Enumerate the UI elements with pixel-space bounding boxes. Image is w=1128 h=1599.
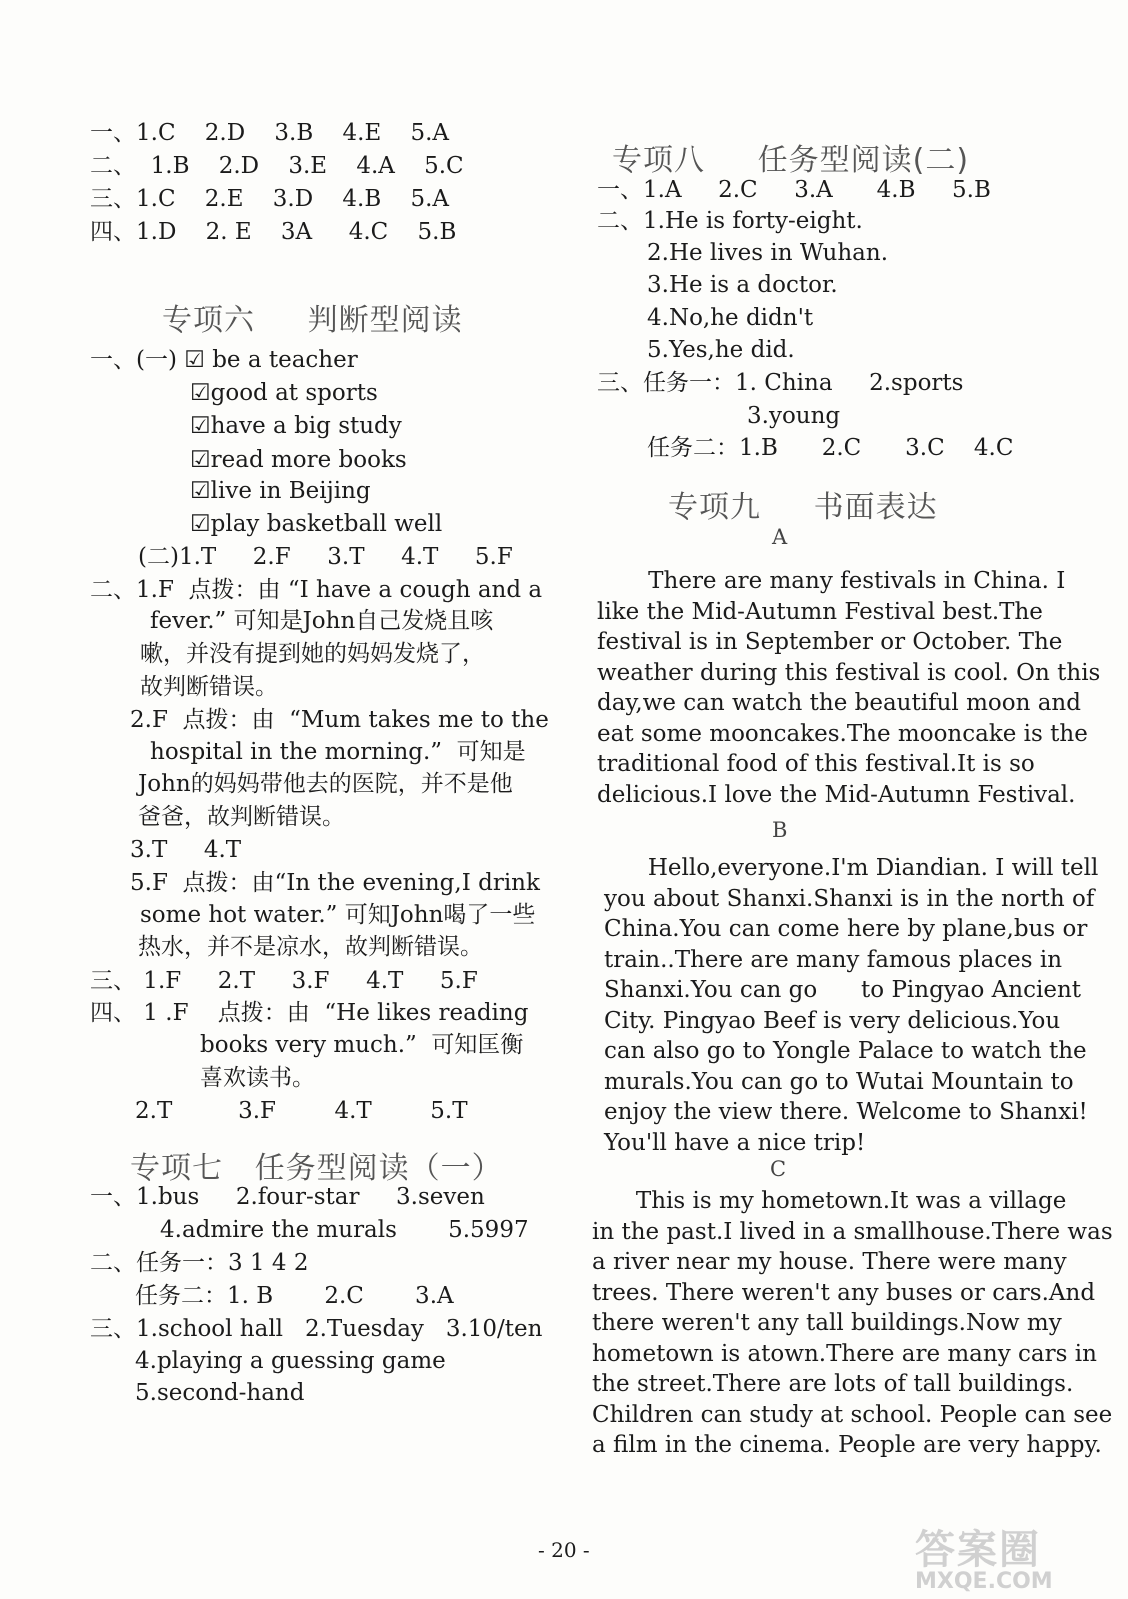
checklist-item: ☑play basketball well: [190, 511, 443, 537]
essay-line: a river near my house. There were many: [592, 1249, 1067, 1275]
explanation-line: 喜欢读书。: [200, 1065, 315, 1091]
answer-line: 一、1.C 2.D 3.B 4.E 5.A: [90, 120, 450, 146]
essay-line: murals.You can go to Wutai Mountain to: [604, 1068, 1074, 1095]
essay-line: the street.There are lots of tall buildings.: [592, 1371, 1074, 1397]
answer-line: 5.second-hand: [135, 1380, 305, 1406]
explanation-line: 热水，并不是凉水，故判断错误。: [138, 934, 483, 960]
explanation-line: 故判断错误。: [140, 674, 278, 700]
essay-c: [592, 1186, 1113, 1461]
answer-line: 三、1.C 2.E 3.D 4.B 5.A: [90, 186, 450, 212]
answer-line: 3.T 4.T: [130, 837, 242, 863]
essay-label-c: C: [770, 1157, 787, 1181]
answer-line: 2.He lives in Wuhan.: [647, 240, 889, 266]
essay-line: day,we can watch the beautiful moon and: [597, 690, 1081, 716]
checklist-item: ☑good at sports: [190, 380, 378, 406]
answer-line: 四、1.D 2. E 3A 4.C 5.B: [90, 219, 457, 245]
explanation-line: books very much.” 可知匡衡: [200, 1032, 524, 1058]
essay-line: delicious.I love the Mid-Autumn Festival.: [597, 781, 1076, 808]
section-heading-7: 专项七 任务型阅读（一）: [130, 1151, 503, 1186]
essay-line: Hello,everyone.I'm Diandian. I will tell: [604, 855, 1099, 881]
answer-line: 4.playing a guessing game: [135, 1348, 446, 1374]
answer-line: 一、1.bus 2.four-star 3.seven: [90, 1184, 485, 1210]
explanation-line: fever.” 可知是John自己发烧且咳: [150, 608, 494, 634]
answer-line: 二、1.F 点拨：由 “I have a cough and a: [90, 577, 543, 603]
essay-line: You'll have a nice trip!: [604, 1129, 866, 1156]
essay-line: there weren't any tall buildings.Now my: [592, 1310, 1062, 1336]
section-heading-9: 专项九 书面表达: [668, 490, 938, 525]
essay-line: a film in the cinema. People are very happy.: [592, 1432, 1102, 1458]
essay-line: in the past.I lived in a smallhouse.There was: [592, 1218, 1113, 1245]
essay-line: weather during this festival is cool. On this: [597, 659, 1101, 686]
essay-label-a: A: [772, 525, 788, 549]
section-heading-8: 专项八 任务型阅读(二): [612, 143, 970, 178]
essay-line: There are many festivals in China. I: [597, 568, 1066, 594]
explanation-line: some hot water.” 可知John喝了一些: [140, 902, 536, 928]
answer-line: 5.Yes,he did.: [647, 337, 795, 363]
explanation-line: 爸爸，故判断错误。: [138, 804, 345, 830]
answer-line: 一、(一) ☑ be a teacher: [90, 347, 358, 373]
essay-line: train..There are many famous places in: [604, 946, 1063, 973]
answer-line: 5.F 点拨：由“In the evening,I drink: [130, 870, 540, 896]
section-heading-6: 专项六 判断型阅读: [162, 303, 463, 338]
essay-line: hometown is atown.There are many cars in: [592, 1340, 1097, 1367]
answer-line: 三、 1.F 2.T 3.F 4.T 5.F: [90, 968, 478, 994]
essay-line: eat some mooncakes.The mooncake is the: [597, 720, 1088, 747]
checklist-item: ☑live in Beijing: [190, 478, 371, 504]
essay-line: enjoy the view there. Welcome to Shanxi!: [604, 1099, 1088, 1125]
answer-line: 二、 1.B 2.D 3.E 4.A 5.C: [90, 153, 464, 179]
answer-line: 2.F 点拨：由 “Mum takes me to the: [130, 707, 549, 733]
answer-line: 3.young: [747, 403, 841, 429]
answer-line: 一、1.A 2.C 3.A 4.B 5.B: [597, 177, 991, 203]
answer-line: 任务二：1. B 2.C 3.A: [135, 1283, 454, 1309]
essay-line: traditional food of this festival.It is so: [597, 751, 1035, 777]
essay-line: can also go to Yongle Palace to watch the: [604, 1038, 1087, 1064]
watermark: [915, 1518, 1115, 1594]
checklist-item: ☑have a big study: [190, 413, 402, 439]
explanation-line: John的妈妈带他去的医院，并不是他: [138, 771, 513, 797]
essay-b: [604, 853, 1098, 1158]
essay-line: trees. There weren't any buses or cars.And: [592, 1279, 1096, 1306]
essay-line: Children can study at school. People can see: [592, 1401, 1113, 1428]
essay-line: China.You can come here by plane,bus or: [604, 916, 1088, 942]
answer-line: 2.T 3.F 4.T 5.T: [135, 1098, 468, 1124]
answer-line: 4.No,he didn't: [647, 305, 814, 331]
essay-line: City. Pingyao Beef is very delicious.You: [604, 1007, 1061, 1034]
explanation-line: 嗽，并没有提到她的妈妈发烧了，: [140, 641, 485, 667]
essay-line: This is my hometown.It was a village: [592, 1188, 1067, 1214]
checklist-item: ☑read more books: [190, 447, 407, 473]
page-number: - 20 -: [538, 1538, 590, 1562]
answer-line: 任务二：1.B 2.C 3.C 4.C: [647, 435, 1014, 461]
answer-line: (二)1.T 2.F 3.T 4.T 5.F: [138, 544, 513, 570]
essay-line: you about Shanxi.Shanxi is in the north of: [604, 885, 1095, 912]
essay-line: like the Mid-Autumn Festival best.The: [597, 598, 1043, 625]
explanation-line: hospital in the morning.” 可知是: [150, 739, 526, 765]
essay-line: festival is in September or October. The: [597, 629, 1063, 655]
answer-line: 3.He is a doctor.: [647, 272, 838, 298]
essay-line: Shanxi.You can go to Pingyao Ancient: [604, 977, 1082, 1003]
answer-line: 三、1.school hall 2.Tuesday 3.10/ten: [90, 1316, 543, 1342]
answer-line: 三、任务一：1. China 2.sports: [597, 370, 964, 396]
watermark-logo: 答案圈: [915, 1527, 1041, 1573]
essay-label-b: B: [772, 818, 788, 842]
essay-a: [597, 566, 1100, 810]
answer-line: 4.admire the murals 5.5997: [160, 1217, 529, 1243]
answer-line: 四、 1 .F 点拨：由 “He likes reading: [90, 1000, 529, 1026]
watermark-url: MXQE.COM: [915, 1569, 1053, 1594]
answer-line: 二、1.He is forty-eight.: [597, 208, 863, 234]
answer-line: 二、任务一：3 1 4 2: [90, 1250, 309, 1276]
